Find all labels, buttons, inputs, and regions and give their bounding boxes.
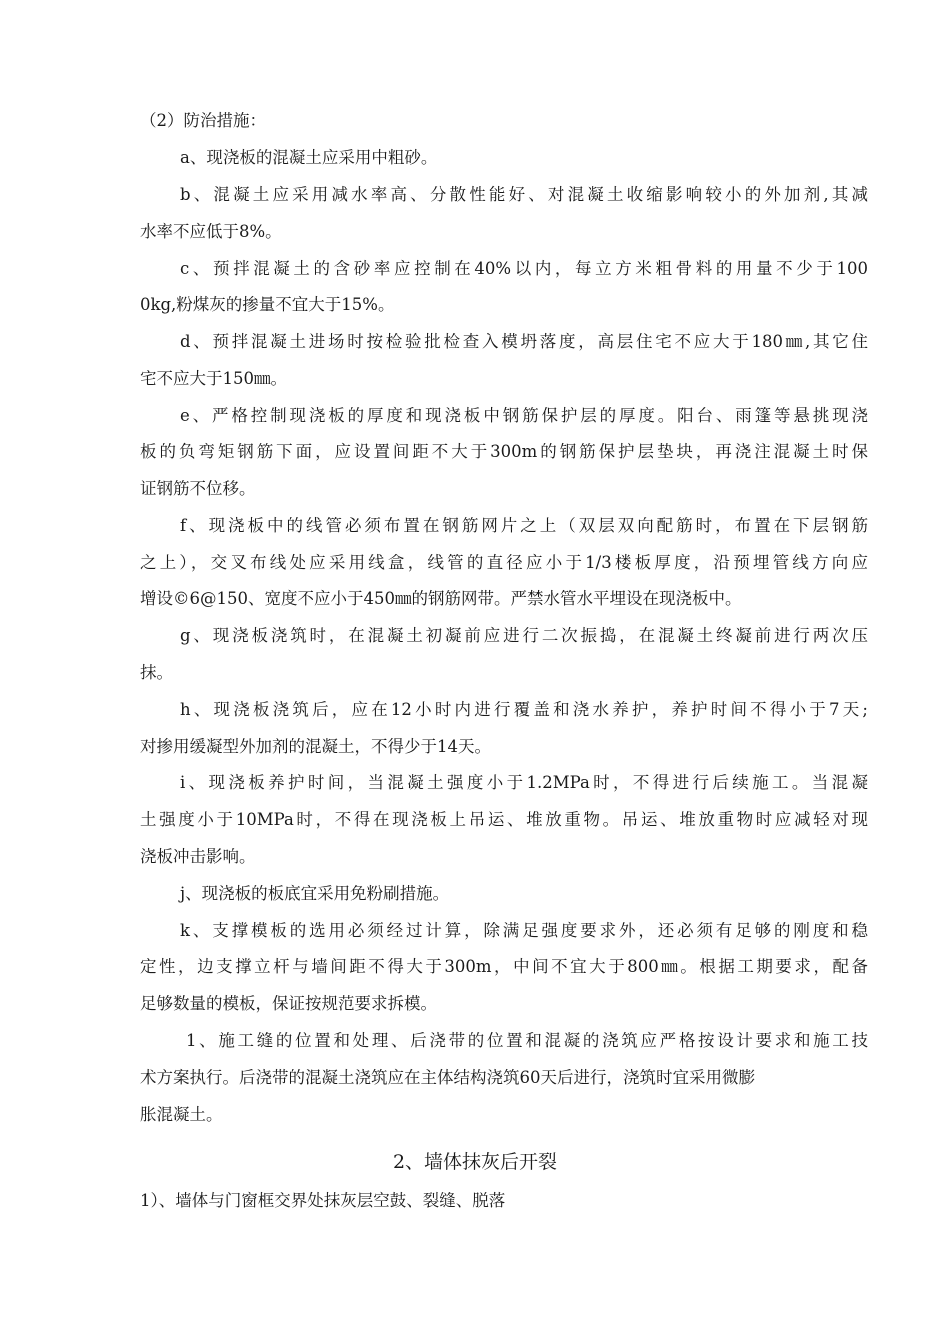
item-b-line-2: 水率不应低于8%。 <box>140 222 282 241</box>
item-g-line-1: g、现浇板浇筑时，在混凝土初凝前应进行二次振捣，在混凝土终凝前进行两次压 <box>180 626 868 645</box>
item-e-line-3: 证钢筋不位移。 <box>140 479 256 498</box>
item-f-line-3: 增设©6@150、宽度不应小于450㎜的钢筋网带。严禁水管水平埋设在现浇板中。 <box>140 589 742 608</box>
item-f-line-1: f、现浇板中的线管必须布置在钢筋网片之上（双层双向配筋时，布置在下层钢筋 <box>180 516 868 535</box>
item-e-line-1: e、严格控制现浇板的厚度和现浇板中钢筋保护层的厚度。阳台、雨篷等悬挑现浇 <box>180 406 868 425</box>
item-k-line-3: 足够数量的模板，保证按规范要求拆模。 <box>140 994 437 1013</box>
sub-item: 1）、墙体与门窗框交界处抹灰层空鼓、裂缝、脱落 <box>140 1191 506 1210</box>
item-k-line-1: k、支撑模板的选用必须经过计算，除满足强度要求外，还必须有足够的刚度和稳 <box>180 921 868 940</box>
section-heading: 2、墙体抹灰后开裂 <box>392 1151 558 1173</box>
item-h-line-2: 对掺用缓凝型外加剂的混凝土，不得少于14天。 <box>140 737 491 756</box>
section-label: （2）防治措施： <box>140 111 266 130</box>
item-1-line-2: 术方案执行。后浇带的混凝土浇筑应在主体结构浇筑60天后进行，浇筑时宜采用微膨 <box>140 1068 755 1087</box>
item-d-line-1: d、预拌混凝土进场时按检验批检查入模坍落度，高层住宅不应大于180㎜,其它住 <box>180 332 868 351</box>
item-k-line-2: 定性，边支撑立杆与墙间距不得大于300m，中间不宜大于800㎜。根据工期要求，配备 <box>140 957 868 976</box>
item-1-line-3: 胀混凝土。 <box>140 1105 223 1124</box>
item-g-line-2: 抹。 <box>140 663 173 682</box>
item-e-line-2: 板的负弯矩钢筋下面，应设置间距不大于300m的钢筋保护层垫块，再浇注混凝土时保 <box>140 442 868 461</box>
item-c-line-2: 0kg,粉煤灰的掺量不宜大于15%。 <box>140 295 395 314</box>
item-1-line-1: 1、施工缝的位置和处理、后浇带的位置和混凝的浇筑应严格按设计要求和施工技 <box>186 1031 868 1050</box>
item-a-line-1: a、现浇板的混凝土应采用中粗砂。 <box>180 148 438 167</box>
item-h-line-1: h、现浇板浇筑后，应在12小时内进行覆盖和浇水养护，养护时间不得小于7天; <box>180 700 868 719</box>
item-i-line-2: 土强度小于10MPa时，不得在现浇板上吊运、堆放重物。吊运、堆放重物时应减轻对现 <box>140 810 868 829</box>
item-f-line-2: 之上），交叉布线处应采用线盒，线管的直径应小于1/3楼板厚度，沿预埋管线方向应 <box>140 553 868 572</box>
item-b-line-1: b、混凝土应采用减水率高、分散性能好、对混凝土收缩影响较小的外加剂,其减 <box>180 185 868 204</box>
item-c-line-1: c、预拌混凝土的含砂率应控制在40%以内，每立方米粗骨料的用量不少于100 <box>180 259 868 278</box>
item-j-line-1: j、现浇板的板底宜采用免粉刷措施。 <box>180 884 450 903</box>
item-i-line-1: i、现浇板养护时间，当混凝土强度小于1.2MPa时，不得进行后续施工。当混凝 <box>180 773 868 792</box>
item-i-line-3: 浇板冲击影响。 <box>140 847 256 866</box>
item-d-line-2: 宅不应大于150㎜。 <box>140 369 287 388</box>
